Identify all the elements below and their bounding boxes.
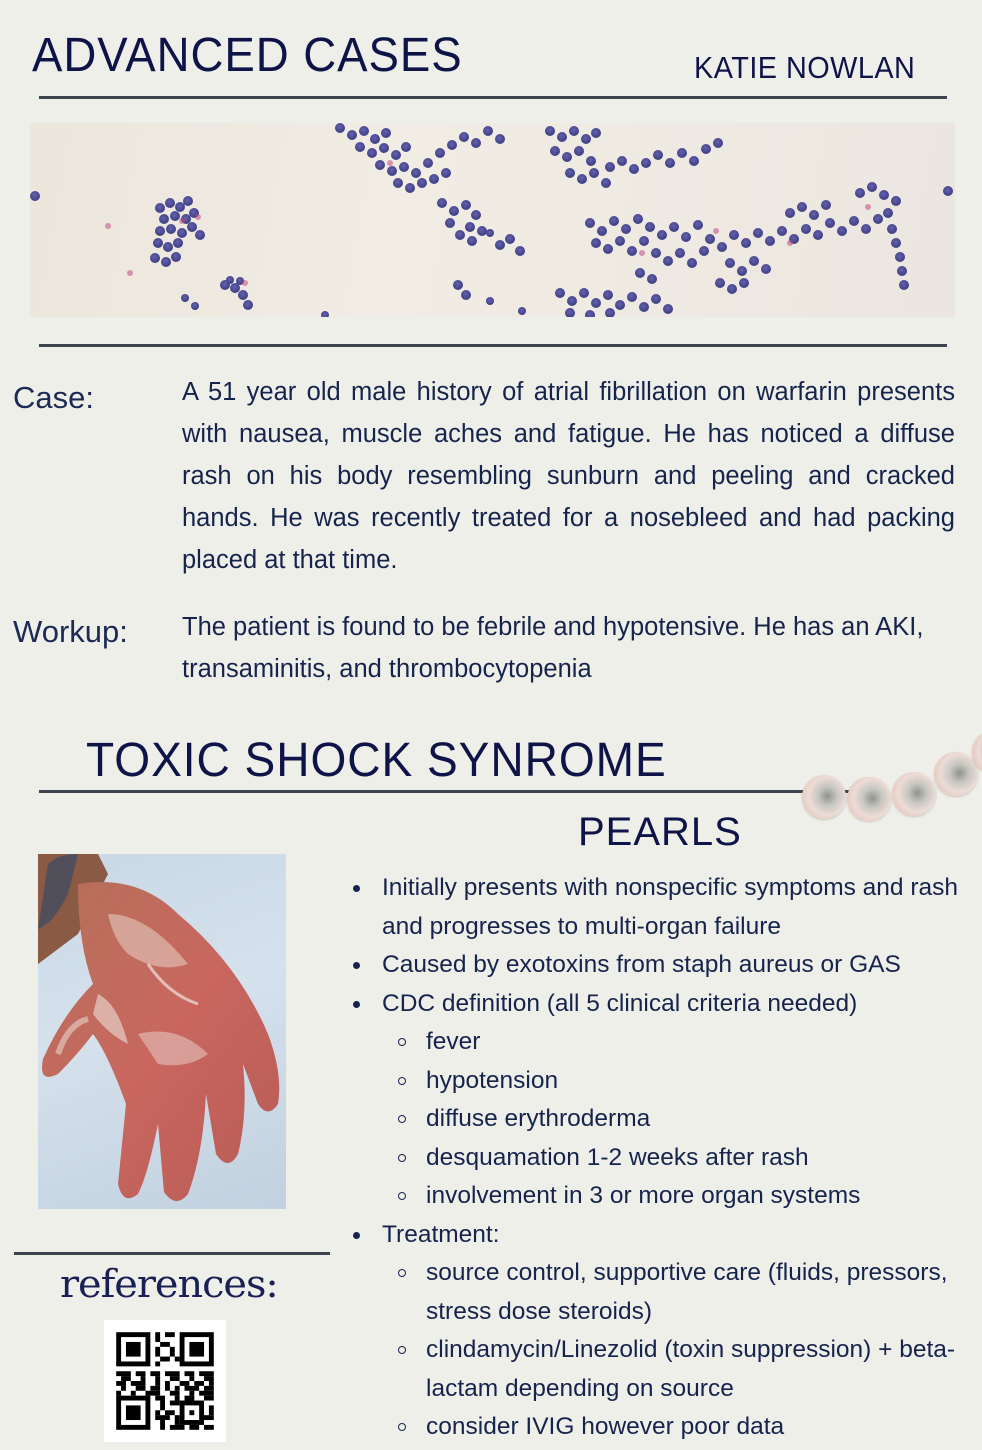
diagnosis-divider [39,790,859,793]
microscopy-image [30,123,955,317]
references-divider [14,1252,330,1255]
criteria-item: hypotension [345,1062,977,1101]
pearls-list [345,869,977,1447]
pearl-item: Initially presents with nonspecific symptoms and rash and progresses to multi-organ failure [345,869,977,946]
page-title: ADVANCED CASES [32,29,463,82]
banner-divider [39,344,947,347]
qr-code-icon[interactable] [104,1320,226,1442]
pearls-heading: PEARLS [578,810,742,854]
criteria-item: diffuse erythroderma [345,1100,977,1139]
author-name: KATIE NOWLAN [694,50,916,85]
workup-text: The patient is found to be febrile and hypotensive. He has an AKI, transaminitis, and thrombocytopenia [182,613,924,683]
case-label: Case: [13,380,94,415]
treatment-item: clindamycin/Linezolid (toxin suppression) + beta-lactam depending on source [345,1331,977,1408]
pearl-item: Treatment: [345,1216,977,1255]
case-text: A 51 year old male history of atrial fibrillation on warfarin presents with nausea, muscle aches and fatigue. He has noticed a diffuse rash on his body resembling sunburn and peeling and cracked hands. He was recently treated for a nosebleed and had packing placed at that time. [182,378,955,574]
references-label: references: [60,1262,278,1306]
gram-stain-icon [30,123,955,317]
pearl-item: CDC definition (all 5 clinical criteria needed) [345,985,977,1024]
criteria-item: fever [345,1023,977,1062]
criteria-item: desquamation 1-2 weeks after rash [345,1139,977,1178]
treatment-item: source control, supportive care (fluids, pressors, stress dose steroids) [345,1254,977,1331]
diagnosis-title: TOXIC SHOCK SYNROME [86,734,667,787]
criteria-item: involvement in 3 or more organ systems [345,1177,977,1216]
treatment-item: consider IVIG however poor data [345,1408,977,1447]
pearl-necklace-icon [800,730,982,825]
hand-desquamation-icon [38,854,286,1209]
workup-label: Workup: [13,614,128,649]
hand-photo [38,854,286,1209]
pearl-item: Caused by exotoxins from staph aureus or GAS [345,946,977,985]
header-divider [39,96,947,99]
